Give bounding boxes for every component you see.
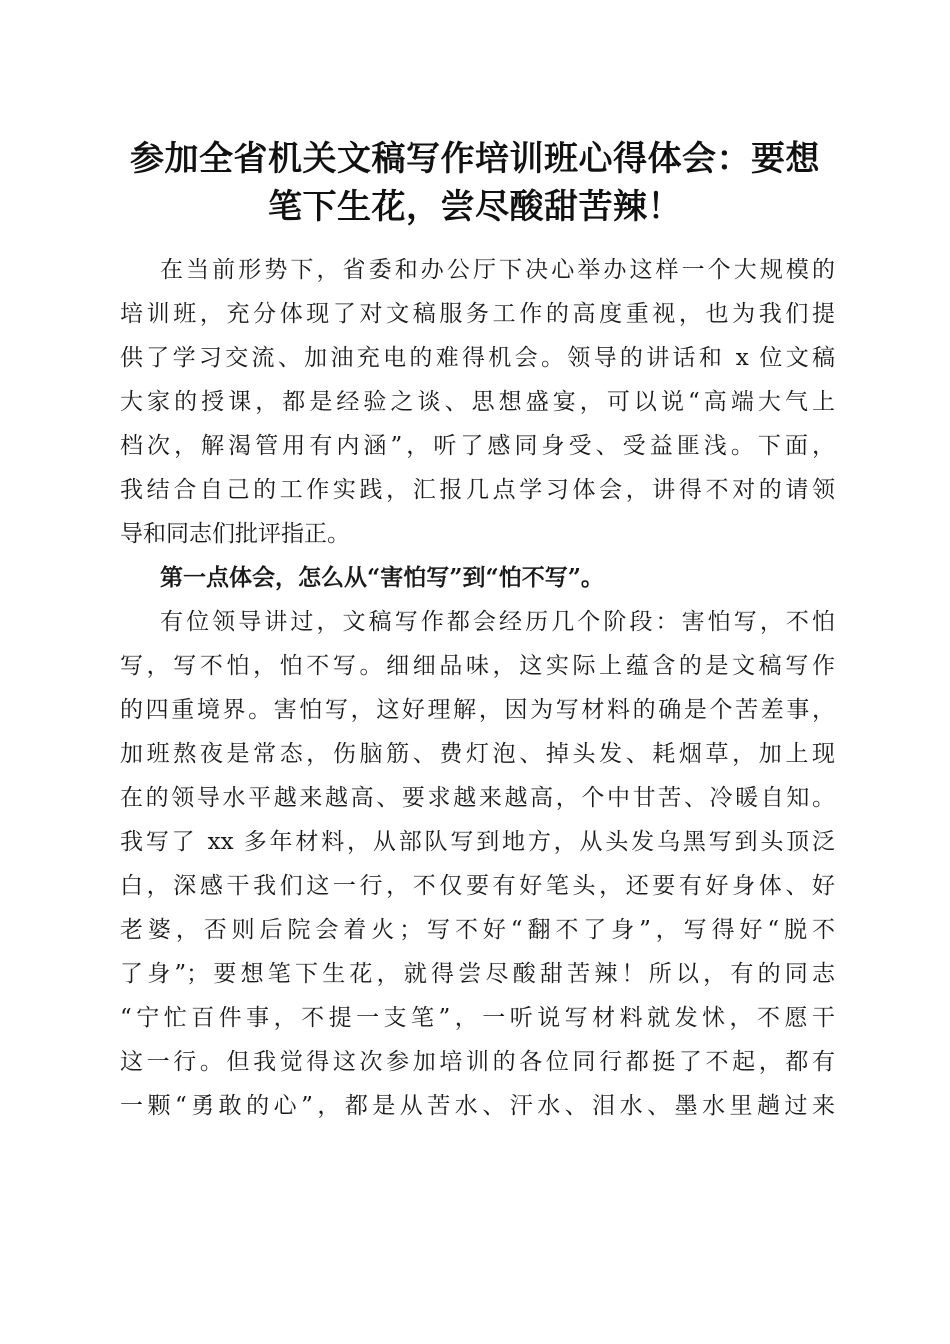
section-heading-1: 第一点体会，怎么从“害怕写”到“怕不写”。 <box>160 564 604 591</box>
paragraph-2-line: 加班熬夜是常态，伤脑筋、费灯泡、掉头发、耗烟草，加上现 <box>120 741 835 767</box>
paragraph-2-line: 了身”；要想笔下生花，就得尝尽酸甜苦辣！所以，有的同志 <box>120 961 835 987</box>
paragraph-2-line: 我写了 xx 多年材料，从部队写到地方，从头发乌黑写到头顶泛 <box>120 829 835 855</box>
document-title <box>100 135 850 231</box>
title-line-1: 参加全省机关文稿写作培训班心得体会：要想 <box>130 139 820 179</box>
paragraph-1-line: 大家的授课，都是经验之谈、思想盛宴，可以说“高端大气上 <box>120 389 835 415</box>
paragraph-2-line: “宁忙百件事，不提一支笔”，一听说写材料就发怵，不愿干 <box>120 1005 835 1031</box>
paragraph-1-line: 档次，解渴管用有内涵”，听了感同身受、受益匪浅。下面， <box>120 433 835 459</box>
paragraph-2-line: 老婆，否则后院会着火；写不好“翻不了身”，写得好“脱不 <box>120 917 835 943</box>
paragraph-1-line: 在当前形势下，省委和办公厅下决心举办这样一个大规模的 <box>160 257 835 283</box>
paragraph-2-line: 写，写不怕，怕不写。细细品味，这实际上蕴含的是文稿写作 <box>120 653 835 679</box>
paragraph-2-line: 在的领导水平越来越高、要求越来越高，个中甘苦、冷暖自知。 <box>120 785 835 811</box>
paragraph-2-line: 有位领导讲过，文稿写作都会经历几个阶段：害怕写，不怕 <box>160 609 835 635</box>
paragraph-1-line: 我结合自己的工作实践，汇报几点学习体会，讲得不对的请领 <box>120 477 835 503</box>
paragraph-1-line: 培训班，充分体现了对文稿服务工作的高度重视，也为我们提 <box>120 301 835 327</box>
paragraph-2-line: 的四重境界。害怕写，这好理解，因为写材料的确是个苦差事， <box>120 697 835 723</box>
paragraph-1-line: 供了学习交流、加油充电的难得机会。领导的讲话和 x 位文稿 <box>120 345 835 371</box>
title-line-2: 笔下生花，尝尽酸甜苦辣！ <box>268 187 682 227</box>
paragraph-2-line: 一颗“勇敢的心”，都是从苦水、汗水、泪水、墨水里趟过来 <box>120 1093 835 1119</box>
paragraph-2-line: 这一行。但我觉得这次参加培训的各位同行都挺了不起，都有 <box>120 1049 835 1075</box>
paragraph-2-line: 白，深感干我们这一行，不仅要有好笔头，还要有好身体、好 <box>120 873 835 899</box>
paragraph-1-line: 导和同志们批评指正。 <box>120 521 350 547</box>
